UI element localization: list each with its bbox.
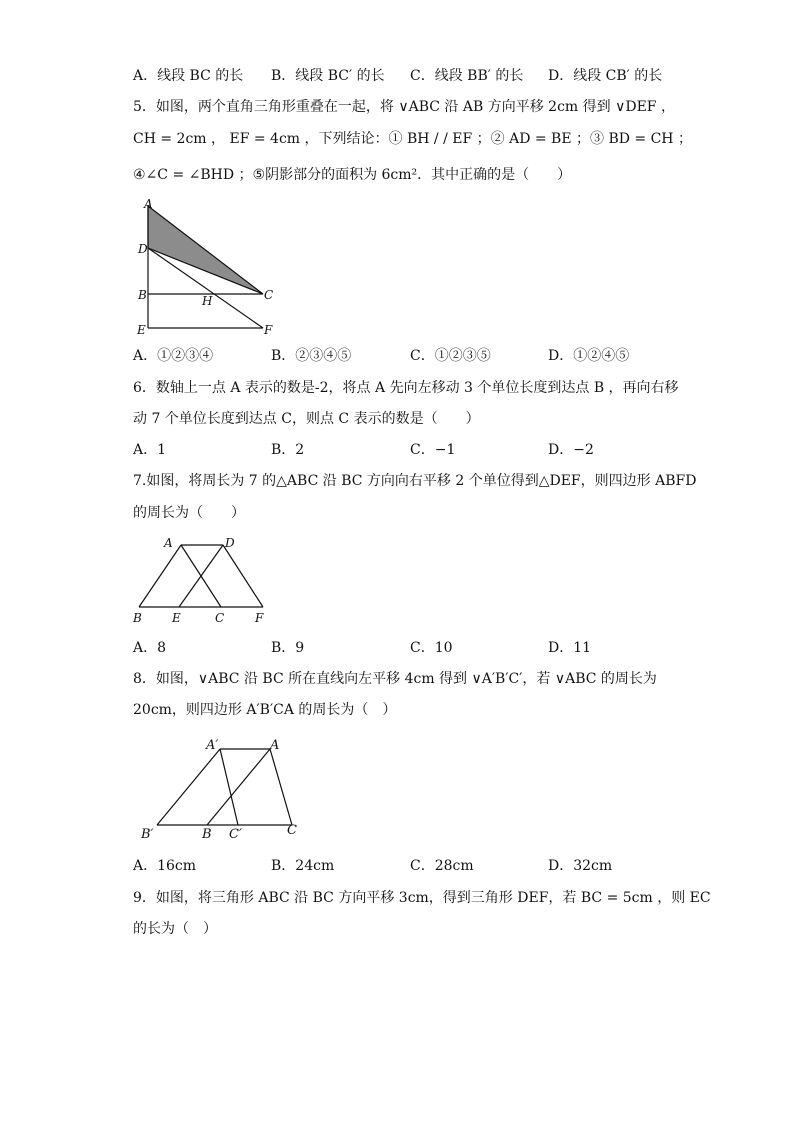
options-row-q6 <box>133 440 693 460</box>
q9-line2: 的长为（ ） <box>133 921 217 937</box>
label-d: D <box>225 536 235 550</box>
label-a: A <box>164 536 173 550</box>
option-c: C．线段 BB′ 的长 <box>410 68 524 84</box>
q7-figure <box>130 532 275 628</box>
option-d: D．线段 CB′ 的长 <box>548 68 663 84</box>
label-d: D <box>138 242 148 256</box>
options-row-q5 <box>133 346 693 366</box>
label-c-prime: C′ <box>229 827 242 842</box>
q6-line2: 动 7 个单位长度到达点 C，则点 C 表示的数是（ ） <box>133 411 480 427</box>
q7-line2: 的周长为（ ） <box>133 505 245 521</box>
option-a: A．1 <box>133 442 167 458</box>
option-d: D．32cm <box>548 858 613 874</box>
label-f: F <box>264 323 273 337</box>
label-h: H <box>202 294 213 308</box>
option-c: C．−1 <box>410 442 456 458</box>
option-d: D．①②④⑤ <box>548 348 630 364</box>
options-row-q4 <box>133 66 693 86</box>
segment-a1c1 <box>220 749 238 825</box>
segment-de <box>179 545 223 607</box>
q5-line2: CH = 2cm ， EF = 4cm ，下列结论：① BH / / EF ；② AD = BE ；③ BD = CH ； <box>133 131 692 147</box>
label-b: B <box>133 611 142 625</box>
segment-df <box>223 545 263 607</box>
label-c: C <box>264 288 274 302</box>
option-a: A．①②③④ <box>133 348 214 364</box>
label-c: C <box>287 823 297 838</box>
segment-ab <box>207 749 270 825</box>
q7-line1: 7.如图，将周长为 7 的△ABC 沿 BC 方向向右平移 2 个单位得到△DEF，则四边形 ABFD <box>133 473 697 489</box>
label-c: C <box>215 611 225 625</box>
q6-line1: 6．数轴上一点 A 表示的数是-2，将点 A 先向左移动 3 个单位长度到达点 B ，再向右移 <box>133 380 679 396</box>
options-row-q7 <box>133 638 693 658</box>
q5-figure <box>130 198 290 340</box>
option-b: B．24cm <box>271 858 335 874</box>
segment-ac <box>270 749 292 825</box>
label-b: B <box>202 827 212 842</box>
shaded-region <box>148 206 263 294</box>
option-c: C．①②③⑤ <box>410 348 491 364</box>
option-b: B．9 <box>271 640 305 656</box>
option-c: C．28cm <box>410 858 474 874</box>
option-d: D．−2 <box>548 442 594 458</box>
label-b-prime: B′ <box>141 827 154 842</box>
label-b: B <box>138 288 147 302</box>
label-a: A <box>270 738 280 753</box>
option-d: D．11 <box>548 640 592 656</box>
q9-line1: 9．如图，将三角形 ABC 沿 BC 方向平移 3cm，得到三角形 DEF，若 BC = 5cm ，则 EC <box>133 890 711 906</box>
q5-line1: 5．如图，两个直角三角形重叠在一起，将 ∨ABC 沿 AB 方向平移 2cm 得到 ∨DEF ， <box>133 99 675 115</box>
segment-ab <box>139 545 181 607</box>
q5-line3: ④∠C = ∠BHD ；⑤阴影部分的面积为 6cm²．其中正确的是（ ） <box>133 167 572 183</box>
option-a: A．8 <box>133 640 167 656</box>
option-b: B．2 <box>271 442 305 458</box>
label-e: E <box>137 323 146 337</box>
label-a-prime: A′ <box>206 738 219 753</box>
label-a: A <box>144 198 153 211</box>
option-b: B．②③④⑤ <box>271 348 352 364</box>
options-row-q8 <box>133 856 693 876</box>
segment-a1b1 <box>157 749 220 825</box>
q8-line1: 8．如图，∨ABC 沿 BC 所在直线向左平移 4cm 得到 ∨A′B′C′，若 ∨ABC 的周长为 <box>133 671 657 687</box>
option-a: A．16cm <box>133 858 197 874</box>
q8-figure <box>135 732 310 844</box>
option-a: A．线段 BC 的长 <box>133 68 244 84</box>
option-c: C．10 <box>410 640 453 656</box>
q8-line2: 20cm，则四边形 A′B′CA 的周长为（ ） <box>133 702 397 718</box>
option-b: B．线段 BC′ 的长 <box>271 68 385 84</box>
label-e: E <box>172 611 181 625</box>
label-f: F <box>255 611 264 625</box>
